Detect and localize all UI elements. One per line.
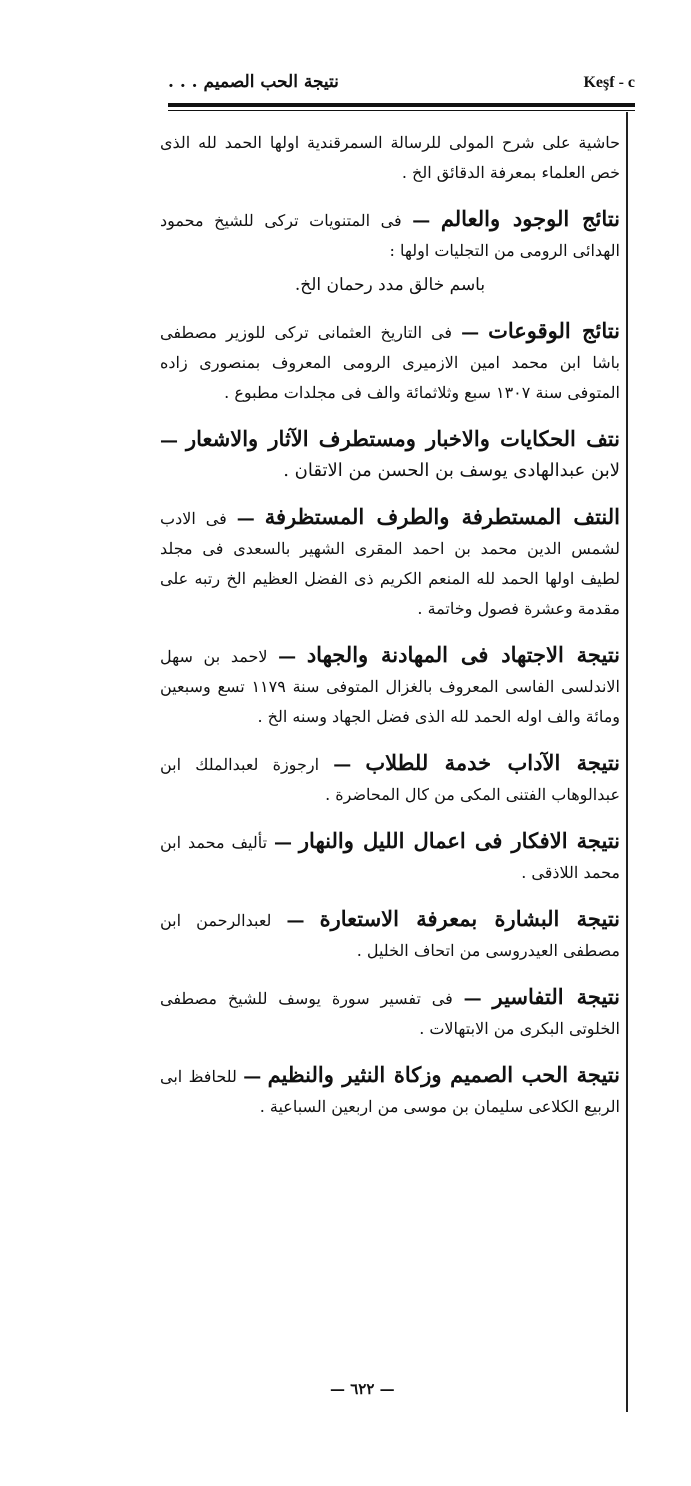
entry-nutaf-mustatrafa [160,502,620,624]
entry-separator: — [286,910,305,931]
page-header [160,70,635,102]
entry-title: نتيجة البشارة بمعرفة الاستعارة [319,906,621,931]
entries-column [160,120,620,1138]
entry-nataij-waqaat [160,316,620,408]
entry-separator: — [461,322,480,343]
entry-body: للحافظ ابى الربيع الكلاعى سليمان بن موسى من اربعين السباعية . [160,1067,620,1116]
entry-natijat-hubb [160,1060,620,1122]
entry-separator: — [412,210,431,231]
entry-natijat-afkar [160,826,620,888]
entry-title: نتائج الوقوعات [488,318,620,343]
entry-title: نتيجة الاجتهاد فى المهادنة والجهاد [306,642,620,667]
entry-title: نتيجة الافكار فى اعمال الليل والنهار [298,828,620,853]
header-rule-thin [168,110,635,111]
entry-title: نتيجة الآداب خدمة للطلاب [365,750,621,775]
entry-natijat-bishara [160,904,620,966]
entry-title: النتف المستطرفة والطرف المستظرفة [264,504,620,529]
entry-title: نتيجة الحب الصميم وزكاة النثير والنظيم [267,1062,620,1087]
page-number: — ٦٢٢ — [330,1380,395,1398]
entry-body: تأليف محمد ابن محمد اللاذقى . [160,833,620,882]
entry-separator: — [333,754,352,775]
entry-title: نتيجة التفاسير [492,984,620,1009]
running-head: نتيجة الحب الصميم . . . [168,72,339,92]
entry-separator: — [160,430,178,451]
entry-body: ارجوزة لعبدالملك ابن عبدالوهاب الفتنى المكى من كال المحاضرة . [160,755,620,804]
entry-body: لابن عبدالهادى يوسف بن الحسن من الاتقان . [283,460,620,481]
header-rule-thick [168,103,635,107]
entry-body: فى المتنويات تركى للشيخ محمود الهدائى الرومى من التجليات اولها : [160,211,620,260]
entry-body: فى تفسير سورة يوسف للشيخ مصطفى الخلوتى البكرى من الابتهالات . [160,989,620,1038]
entry-separator: — [243,1066,262,1087]
entry-natijat-adab [160,748,620,810]
entry-separator: — [463,988,482,1009]
entry-hashiya [160,128,620,188]
entry-separator: — [278,646,297,667]
entry-body: فى التاريخ العثمانى تركى للوزير مصطفى باشا ابن محمد امين الازميرى الرومى المعروف بمنصورى زاده المتوفى سنة ١٣٠٧ سبع وثلاثمائة والف فى مجلدات مطبوع . [160,323,620,402]
entry-separator: — [236,508,255,529]
entry-body: حاشية على شرح المولى للرسالة السمرقندية اولها الحمد لله الذى خص العلماء بمعرفة الدقائق الخ . [160,133,620,182]
entry-nutaf-hikayat [160,424,620,486]
entry-body: لعبدالرحمن ابن مصطفى العيدروسى من اتحاف الخليل . [160,911,620,960]
margin-line [626,112,628,1412]
entry-title: نتف الحكايات والاخبار ومستطرف الآثار والاشعار [185,426,620,451]
entry-natijat-tafasir [160,982,620,1044]
entry-nataij-wujud [160,204,620,300]
volume-code: Keşf - c [583,74,635,91]
entry-separator: — [273,832,292,853]
entry-body: لاحمد بن سهل الاندلسى الفاسى المعروف بالغزال المتوفى سنة ١١٧٩ تسع وسبعين ومائة والف اوله الحمد لله الذى فضل الجهاد وسنه الخ . [160,647,620,726]
entry-natijat-ijtihad [160,640,620,732]
entry-body: فى الادب لشمس الدين محمد بن احمد المقرى الشهير بالسعدى فى مجلد لطيف اولها الحمد لله المنعم الكريم ذى الفضل العظيم الخ رتبه على مقدمة وعشرة فصول وخاتمة . [160,509,620,618]
entry-title: نتائج الوجود والعالم [440,206,620,231]
verse-line: باسم خالق مدد رحمان الخ. [294,275,486,295]
